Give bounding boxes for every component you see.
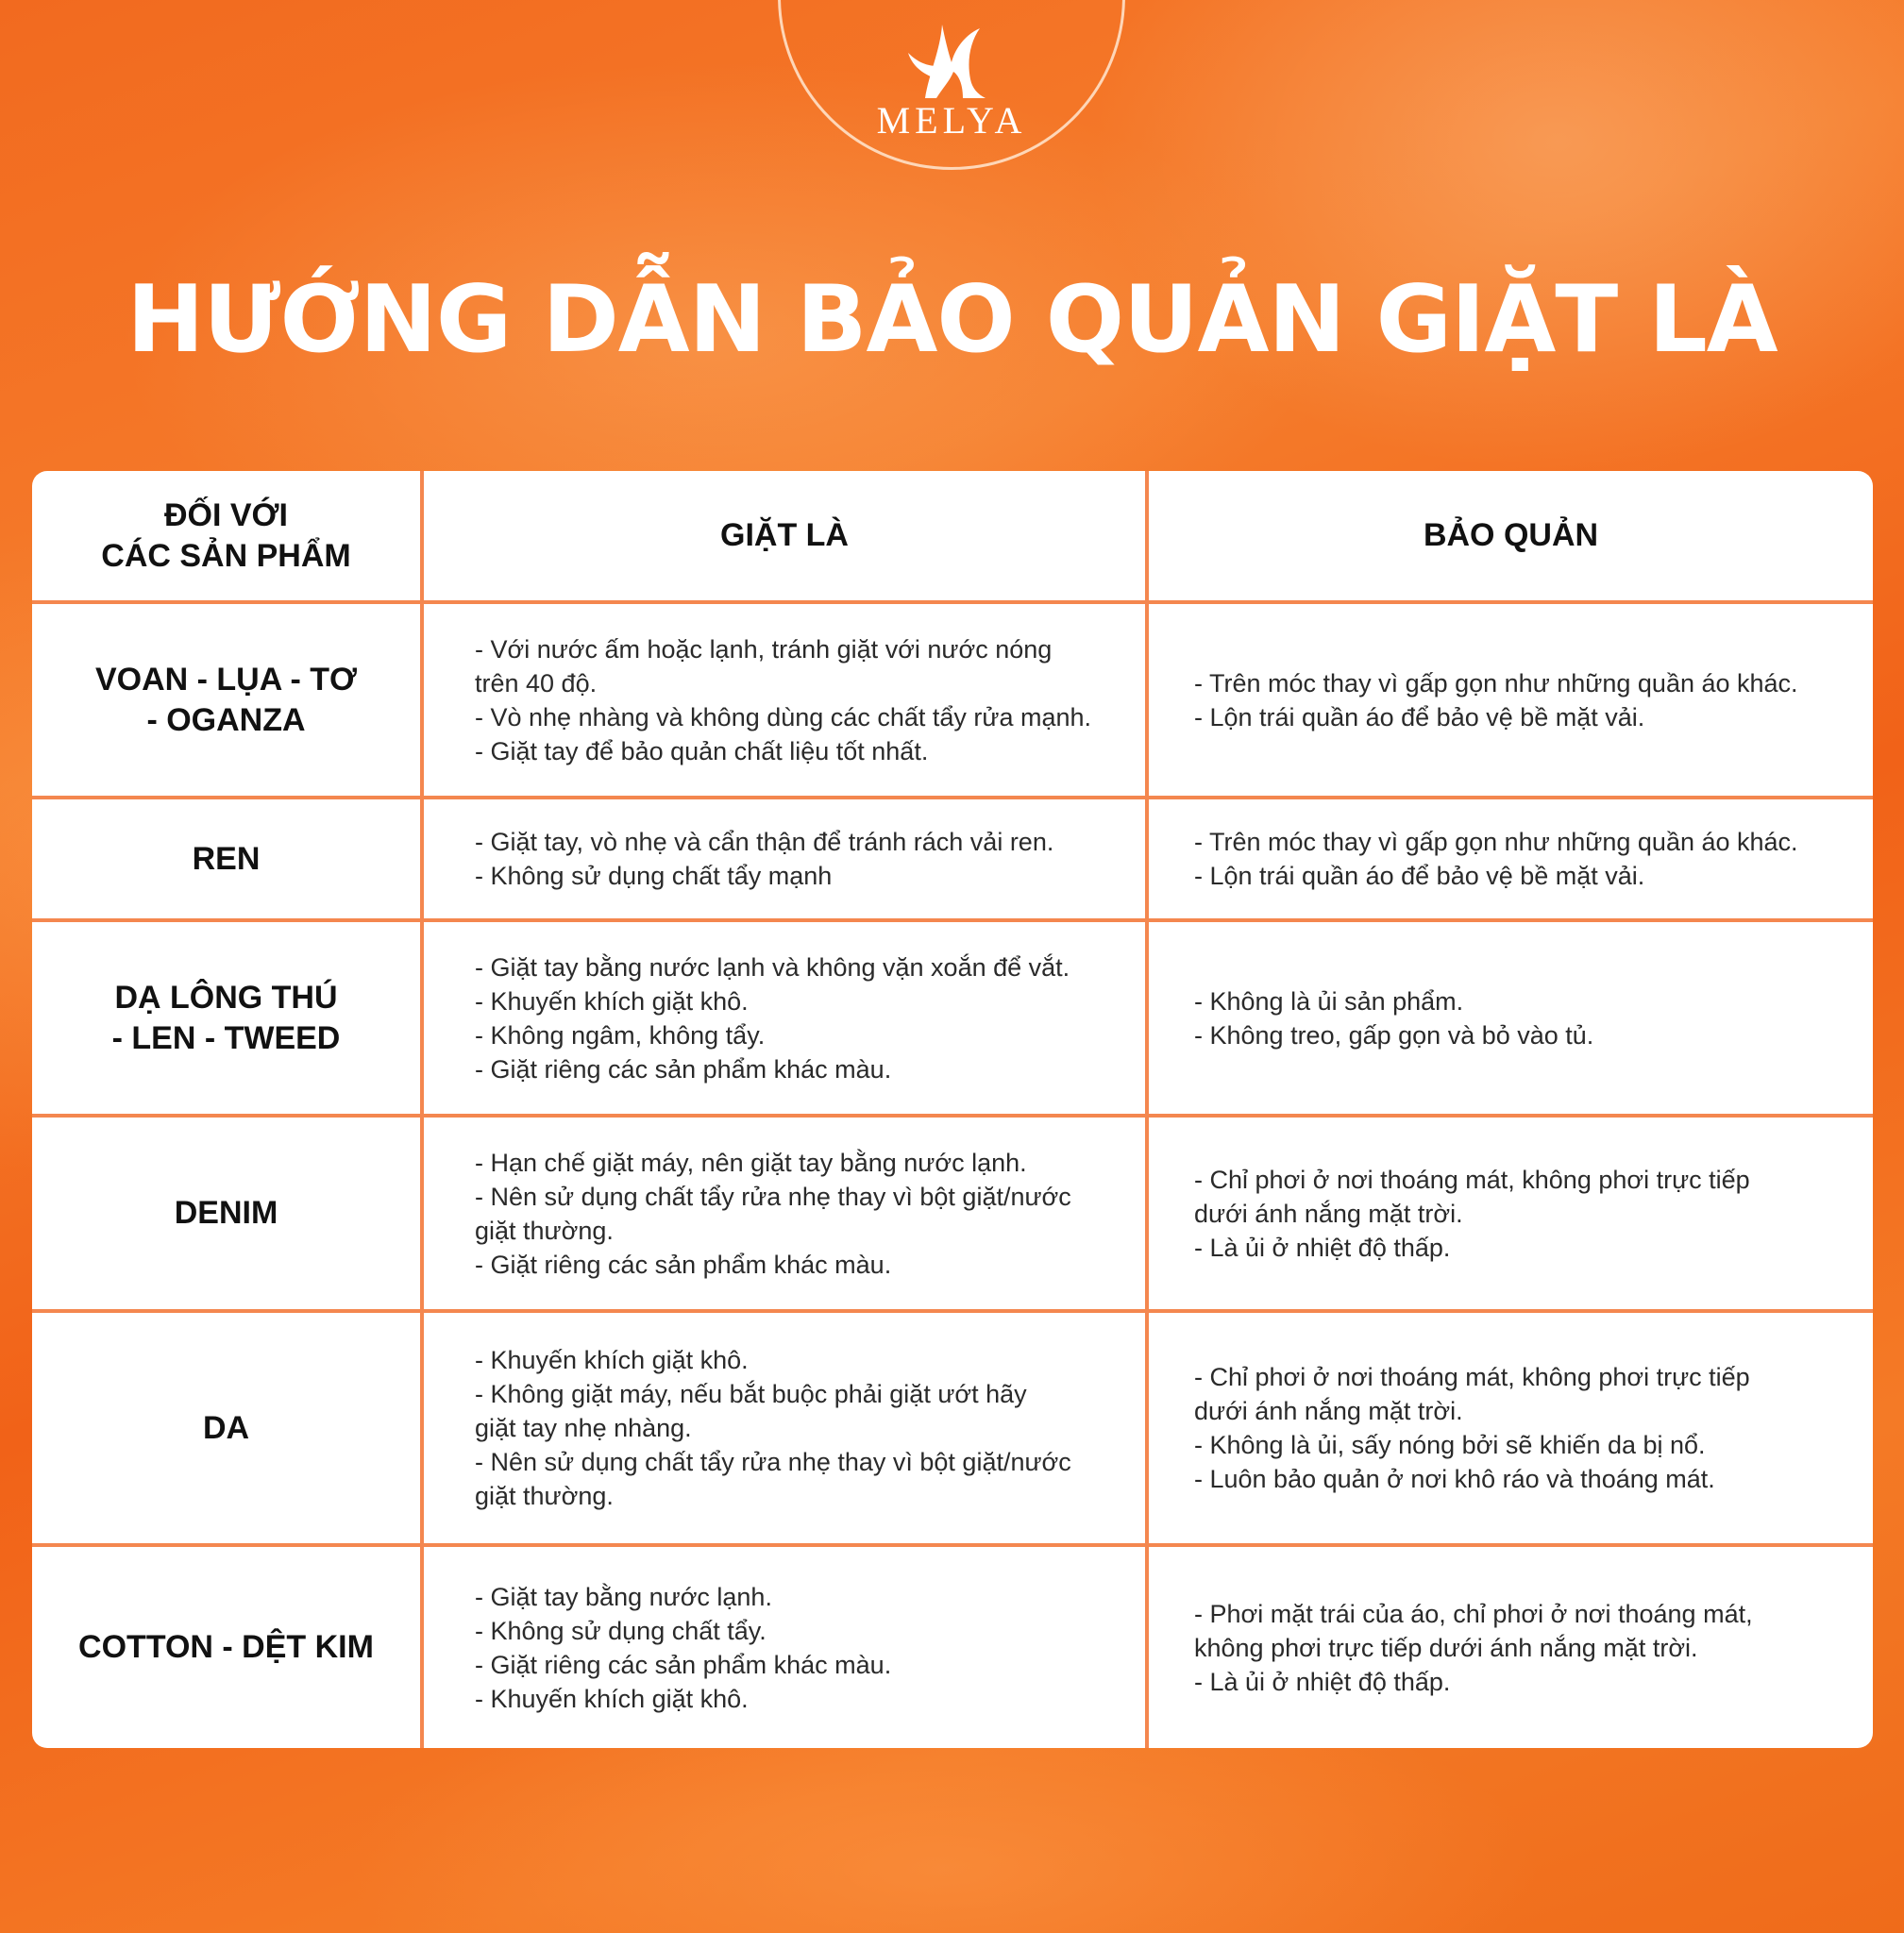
washing-line: - Khuyến khích giặt khô. <box>475 1346 749 1374</box>
storage-cell <box>1149 604 1873 796</box>
washing-line: - Giặt tay bằng nước lạnh. <box>475 1582 772 1611</box>
washing-cell <box>424 799 1149 918</box>
storage-line: - Không là ủi sản phẩm. <box>1194 986 1464 1016</box>
table-row <box>32 1547 1873 1748</box>
washing-line: - Không ngâm, không tẩy. <box>475 1020 766 1050</box>
storage-line: dưới ánh nắng mặt trời. <box>1194 1199 1463 1228</box>
header-washing-cell: GIẶT LÀ <box>424 471 1149 600</box>
table-row <box>32 1118 1873 1313</box>
header-product-line: ĐỐI VỚI <box>163 496 288 533</box>
product-line: VOAN - LỤA - TƠ <box>94 661 358 698</box>
storage-line: - Trên móc thay vì gấp gọn như những quần áo khác. <box>1194 668 1798 698</box>
storage-line: - Phơi mặt trái của áo, chỉ phơi ở nơi thoáng mát, <box>1194 1599 1753 1628</box>
storage-cell <box>1149 799 1873 918</box>
product-line: - LEN - TWEED <box>111 1019 341 1056</box>
washing-line: giặt thường. <box>475 1482 614 1510</box>
product-line: - OGANZA <box>146 701 306 738</box>
care-guide-table <box>32 471 1873 1748</box>
storage-line: - Là ủi ở nhiệt độ thấp. <box>1194 1233 1451 1262</box>
storage-cell <box>1149 1313 1873 1543</box>
storage-cell <box>1149 922 1873 1114</box>
washing-line: - Hạn chế giặt máy, nên giặt tay bằng nước lạnh. <box>475 1148 1027 1177</box>
washing-cell <box>424 1313 1149 1543</box>
washing-line: trên 40 độ. <box>475 668 598 698</box>
washing-line: - Không giặt máy, nếu bắt buộc phải giặt ướt hãy <box>475 1380 1027 1408</box>
product-cell <box>32 604 424 796</box>
storage-line: - Không treo, gấp gọn và bỏ vào tủ. <box>1194 1020 1594 1050</box>
product-cell <box>32 1118 424 1309</box>
storage-line: - Lộn trái quần áo để bảo vệ bề mặt vải. <box>1194 862 1645 890</box>
product-cell <box>32 1313 424 1543</box>
washing-line: - Vò nhẹ nhàng và không dùng các chất tẩy rửa mạnh. <box>475 702 1091 731</box>
product-line: DẠ LÔNG THÚ <box>114 979 338 1016</box>
header-product-line: CÁC SẢN PHẨM <box>101 537 351 574</box>
storage-cell <box>1149 1547 1873 1748</box>
washing-line: - Giặt riêng các sản phẩm khác màu. <box>475 1054 892 1084</box>
washing-line: giặt thường. <box>475 1216 614 1245</box>
storage-line: - Luôn bảo quản ở nơi khô ráo và thoáng mát. <box>1194 1465 1715 1493</box>
table-row <box>32 604 1873 799</box>
header-product-cell <box>32 471 424 600</box>
washing-line: - Không sử dụng chất tẩy. <box>475 1616 767 1645</box>
washing-line: - Giặt riêng các sản phẩm khác màu. <box>475 1250 892 1279</box>
product-line: COTTON - DỆT KIM <box>78 1629 374 1665</box>
storage-line: - Chỉ phơi ở nơi thoáng mát, không phơi trực tiếp <box>1194 1363 1750 1391</box>
melya-logo-icon <box>904 19 999 102</box>
storage-cell <box>1149 1118 1873 1309</box>
washing-line: - Khuyến khích giặt khô. <box>475 1684 749 1713</box>
product-cell <box>32 799 424 918</box>
washing-line: - Khuyến khích giặt khô. <box>475 986 749 1016</box>
page-title: HƯỚNG DẪN BẢO QUẢN GIẶT LÀ <box>126 266 1778 374</box>
washing-line: - Nên sử dụng chất tẩy rửa nhẹ thay vì bột giặt/nước <box>475 1182 1071 1211</box>
table-row <box>32 799 1873 922</box>
table-row <box>32 1313 1873 1547</box>
storage-line: - Không là ủi, sấy nóng bởi sẽ khiến da bị nổ. <box>1194 1431 1706 1459</box>
storage-line: - Lộn trái quần áo để bảo vệ bề mặt vải. <box>1194 702 1645 731</box>
washing-cell <box>424 604 1149 796</box>
storage-line: - Chỉ phơi ở nơi thoáng mát, không phơi trực tiếp <box>1194 1165 1750 1194</box>
washing-cell <box>424 1547 1149 1748</box>
product-cell <box>32 922 424 1114</box>
brand-name: MELYA <box>876 99 1027 142</box>
storage-line: không phơi trực tiếp dưới ánh nắng mặt trời. <box>1194 1633 1698 1662</box>
washing-line: - Giặt tay bằng nước lạnh và không vặn xoắn để vắt. <box>475 952 1070 982</box>
washing-cell <box>424 1118 1149 1309</box>
washing-line: - Giặt tay, vò nhẹ và cẩn thận để tránh rách vải ren. <box>475 828 1054 856</box>
washing-line: - Không sử dụng chất tẩy mạnh <box>475 862 833 890</box>
storage-line: - Trên móc thay vì gấp gọn như những quần áo khác. <box>1194 828 1798 856</box>
storage-line: dưới ánh nắng mặt trời. <box>1194 1397 1463 1425</box>
washing-line: giặt tay nhẹ nhàng. <box>475 1414 692 1442</box>
storage-line: - Là ủi ở nhiệt độ thấp. <box>1194 1667 1451 1696</box>
washing-cell <box>424 922 1149 1114</box>
washing-line: - Giặt riêng các sản phẩm khác màu. <box>475 1650 892 1679</box>
washing-line: - Với nước ấm hoặc lạnh, tránh giặt với nước nóng <box>475 634 1053 664</box>
product-line: REN <box>192 840 261 877</box>
product-cell <box>32 1547 424 1748</box>
table-header-row <box>32 471 1873 604</box>
washing-line: - Nên sử dụng chất tẩy rửa nhẹ thay vì bột giặt/nước <box>475 1448 1071 1476</box>
product-line: DENIM <box>174 1195 278 1231</box>
product-line: DA <box>202 1409 250 1446</box>
washing-line: - Giặt tay để bảo quản chất liệu tốt nhất. <box>475 736 929 765</box>
header-storage-cell: BẢO QUẢN <box>1423 517 1599 553</box>
table-row <box>32 922 1873 1118</box>
